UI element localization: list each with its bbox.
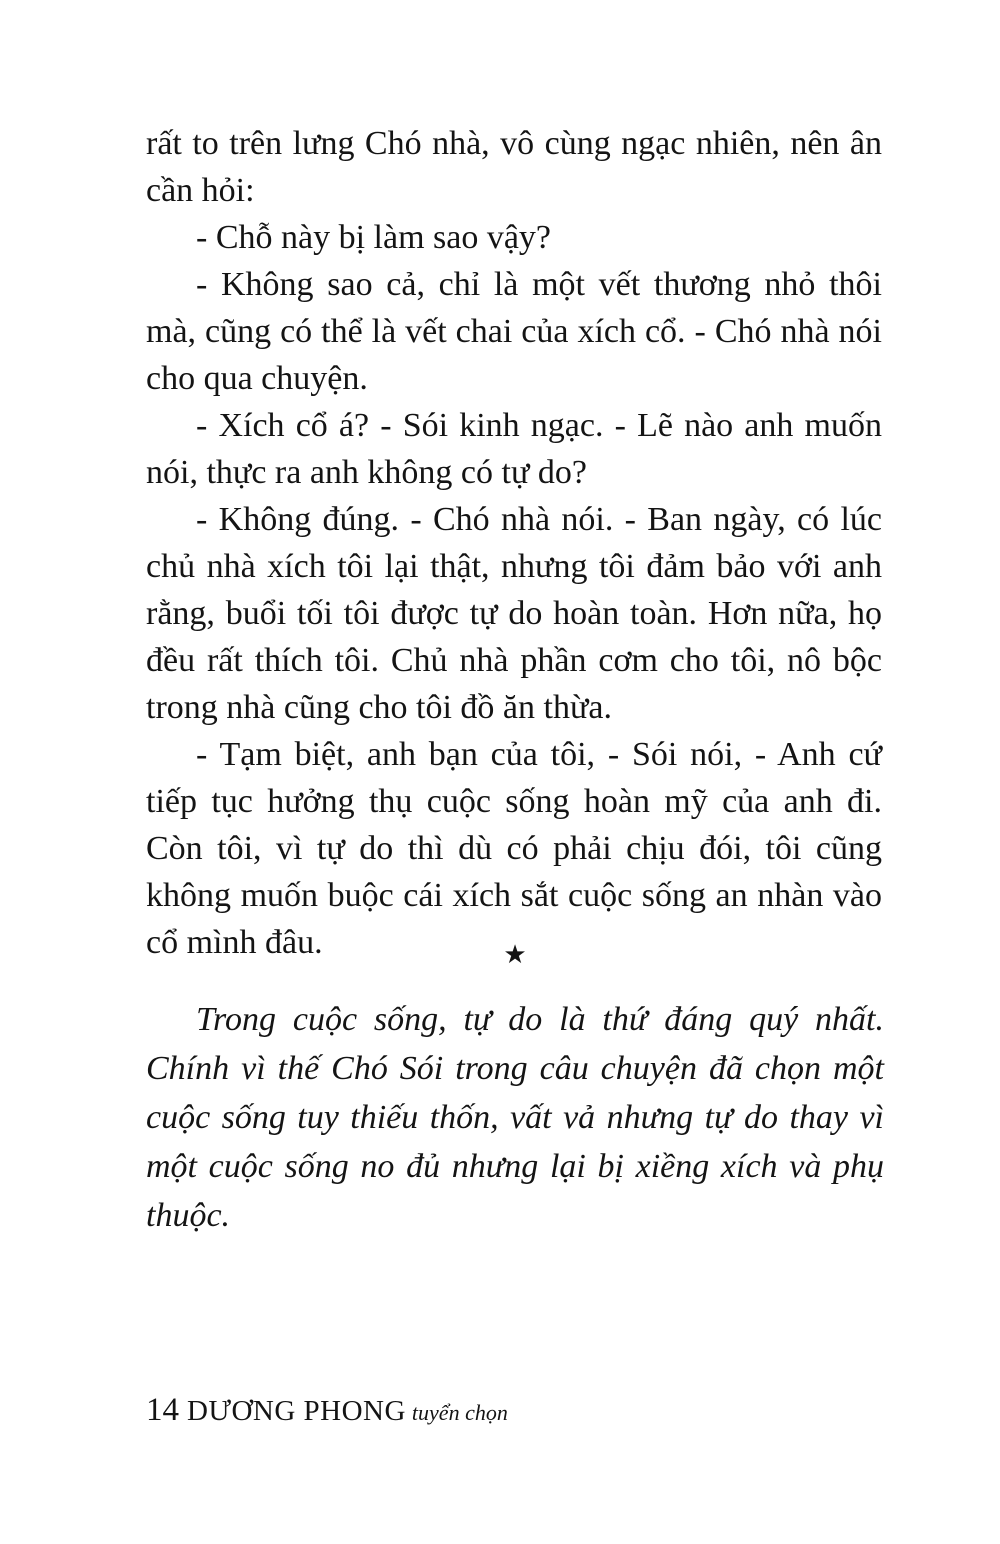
story-line: rằng, buổi tối tôi được tự do hoàn toàn. Hơn nữa, họ <box>146 595 882 632</box>
story-text <box>146 120 882 966</box>
section-separator-star-icon: ★ <box>503 940 527 969</box>
story-line: - Tạm biệt, anh bạn của tôi, - Sói nói, - Anh cứ <box>196 736 882 773</box>
story-line: chủ nhà xích tôi lại thật, nhưng tôi đảm bảo với anh <box>146 548 882 585</box>
story-line: cần hỏi: <box>146 172 255 209</box>
moral-line: cuộc sống tuy thiếu thốn, vất vả nhưng tự do thay vì <box>146 1099 884 1136</box>
collection-subtitle: tuyển chọn <box>411 1400 508 1425</box>
story-line: mà, cũng có thể là vết chai của xích cổ. - Chó nhà nói <box>146 313 882 350</box>
story-line: cổ mình đâu. <box>146 924 323 961</box>
story-line: nói, thực ra anh không có tự do? <box>146 454 587 491</box>
story-line: trong nhà cũng cho tôi đồ ăn thừa. <box>146 689 612 726</box>
story-line: đều rất thích tôi. Chủ nhà phần cơm cho tôi, nô bộc <box>146 642 882 679</box>
story-line: - Xích cổ á? - Sói kinh ngạc. - Lẽ nào anh muốn <box>196 407 882 444</box>
page-number: 14 <box>146 1392 179 1428</box>
story-line: - Không đúng. - Chó nhà nói. - Ban ngày, có lúc <box>196 501 882 538</box>
moral-line: Trong cuộc sống, tự do là thứ đáng quý nhất. <box>196 1001 884 1038</box>
moral-line: Chính vì thế Chó Sói trong câu chuyện đã chọn một <box>146 1050 884 1087</box>
story-line: rất to trên lưng Chó nhà, vô cùng ngạc nhiên, nên ân <box>146 125 882 162</box>
story-line: cho qua chuyện. <box>146 360 368 397</box>
page-footer <box>146 1390 508 1433</box>
moral-line: thuộc. <box>146 1197 231 1234</box>
story-line: không muốn buộc cái xích sắt cuộc sống an nhàn vào <box>146 877 882 914</box>
story-line: - Chỗ này bị làm sao vậy? <box>196 219 552 256</box>
story-line: - Không sao cả, chỉ là một vết thương nhỏ thôi <box>196 266 882 303</box>
story-line: Còn tôi, vì tự do thì dù có phải chịu đói, tôi cũng <box>146 830 882 867</box>
moral-text <box>146 995 884 1240</box>
moral-line: một cuộc sống no đủ nhưng lại bị xiềng xích và phụ <box>146 1148 884 1185</box>
story-line: tiếp tục hưởng thụ cuộc sống hoàn mỹ của anh đi. <box>146 783 882 820</box>
author-name: DƯƠNG PHONG <box>187 1395 406 1427</box>
